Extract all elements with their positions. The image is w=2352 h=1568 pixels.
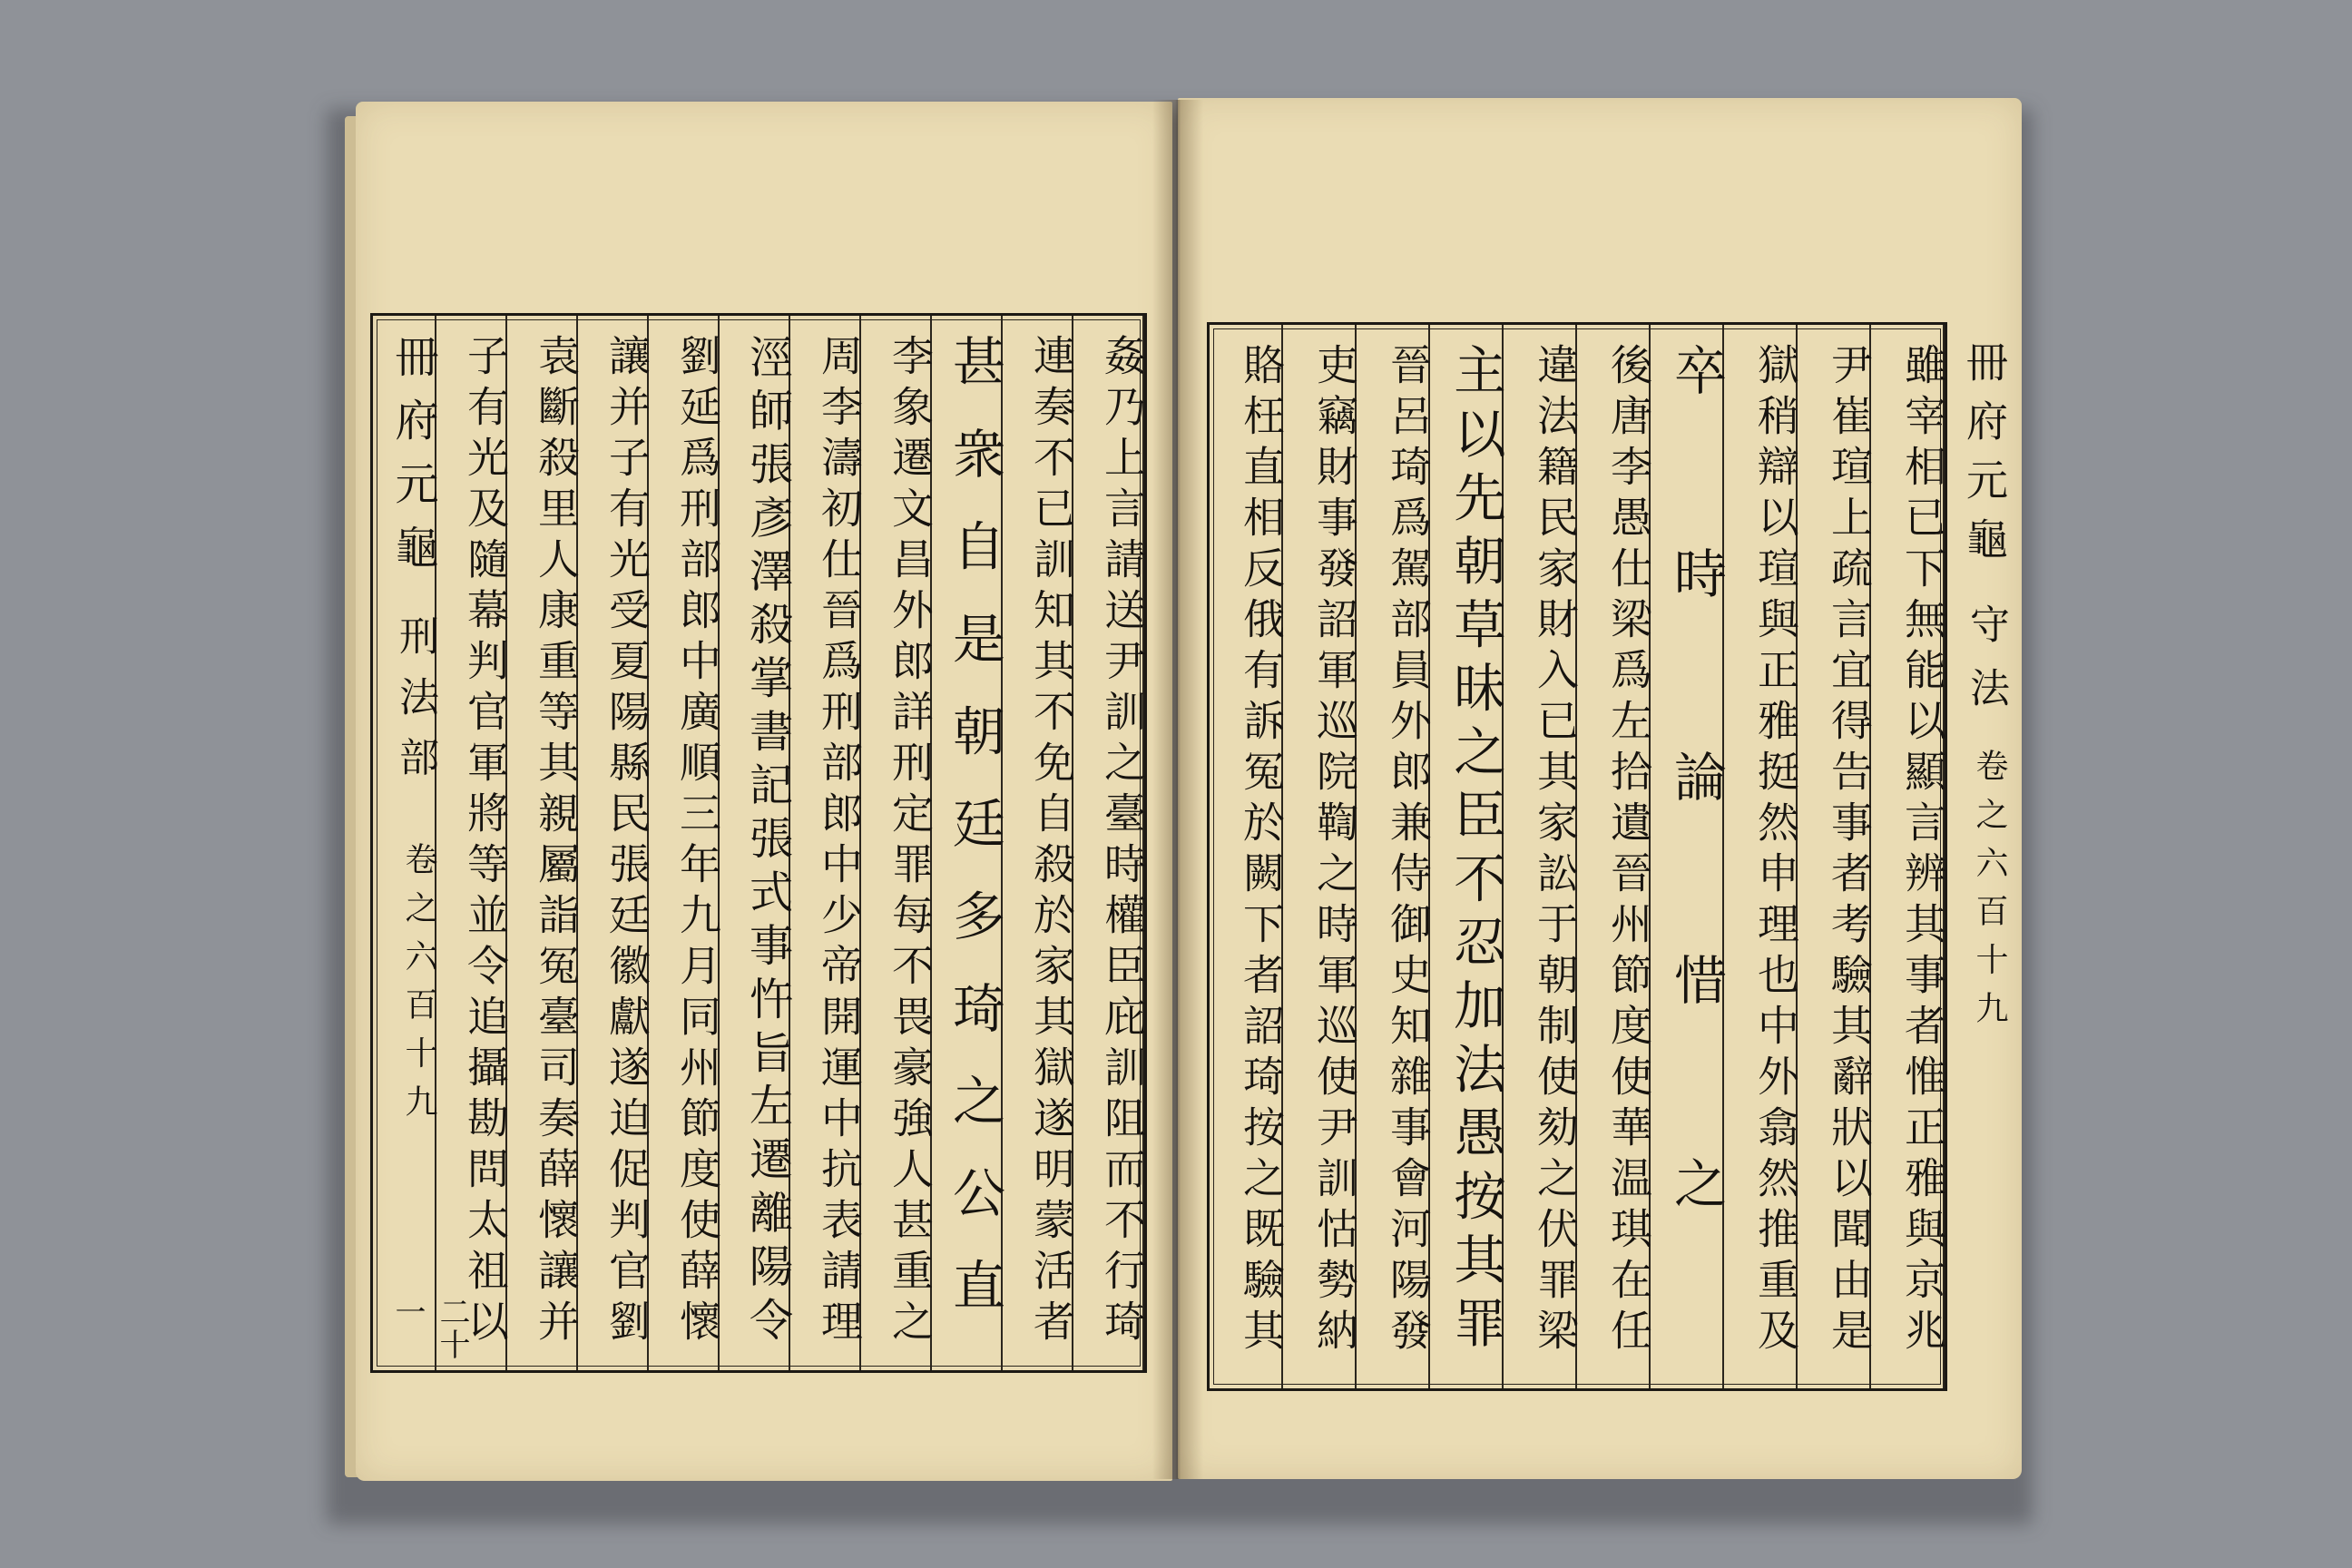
left-column-7: [649, 316, 720, 1370]
right-column-text: 尹崔瑄上疏言宜得告事者考驗其辭狀以聞由是: [1825, 343, 1874, 1359]
left-column-2: [1003, 316, 1076, 1370]
right-column-8: [1357, 325, 1433, 1388]
right-column-text: 賂枉直相反俄有訴冤於闕下者詔琦按之既驗其: [1237, 343, 1286, 1359]
right-column-text: 違法籍民家財入已其家訟于朝制使劾之伏罪梁: [1531, 343, 1580, 1359]
right-column-text: 後唐李愚仕梁爲左拾遺晉州節度使華温琪在任: [1604, 343, 1653, 1359]
right-column-7: [1430, 325, 1504, 1388]
left-column-text: 子有光及隨幕判官軍將等並令追攝勘問太祖以: [461, 334, 510, 1350]
left-book-title: 冊府元龜: [387, 334, 438, 588]
left-fascicle: 卷之六百十九: [400, 842, 437, 1132]
left-column-text: 涇師張彥澤殺掌書記張式事忤旨左遷離陽令: [741, 334, 792, 1350]
left-column-6: [720, 316, 790, 1370]
left-column-text: 甚衆自是朝廷多琦之公直: [944, 334, 1005, 1350]
left-column-8: [578, 316, 652, 1370]
right-margin-column: [1942, 322, 2009, 1386]
right-column-10: [1210, 325, 1286, 1388]
right-column-5: [1577, 325, 1651, 1388]
left-column-text: 姦乃上言請送尹訓之臺時權臣庇訓阻而不行琦: [1098, 334, 1147, 1350]
right-column-9: [1283, 325, 1357, 1388]
left-text-frame: [370, 313, 1147, 1373]
book-gutter: [1152, 100, 1203, 1479]
left-column-text: 袁斷殺里人康重等其親屬詣冤臺司奏薛懷讓并: [532, 334, 581, 1350]
left-column-text: 李象遷文昌外郎詳刑定罪每不畏豪強人甚重之: [886, 334, 935, 1350]
left-column-text: 讓并子有光受夏陽縣民張廷徽獻遂迫促判官劉: [603, 334, 652, 1350]
left-column-3: [932, 316, 1003, 1370]
right-column-text: 吏竊財事發詔軍巡院鞫之時軍巡使尹訓怙勢納: [1310, 343, 1359, 1359]
right-column-3: [1724, 325, 1798, 1388]
left-column-text: 周李濤初仕晉爲刑部郎中少帝開運中抗表請理: [815, 334, 864, 1350]
left-column-5: [790, 316, 864, 1370]
left-section-title: 刑法部: [392, 615, 438, 797]
right-column-2: [1798, 325, 1874, 1388]
right-column-4: [1651, 325, 1727, 1388]
right-column-text: 主以先朝草昧之臣不忍加法愚按其罪: [1446, 343, 1506, 1359]
right-column-1: [1871, 325, 1945, 1388]
right-column-text: 晉呂琦爲駕部員外郎兼侍御史知雜事會河陽發: [1384, 343, 1433, 1359]
left-column-text: 劉延爲刑部郎中廣順三年九月同州節度使薛懷: [673, 334, 722, 1350]
right-fascicle: 卷之六百十九: [1971, 749, 2008, 1039]
right-column-text: 雖宰相已下無能以顯言辨其事者惟正雅與京兆: [1898, 343, 1947, 1359]
left-margin-column: [373, 316, 470, 1370]
left-column-9: [507, 316, 581, 1370]
left-column-1: [1073, 316, 1147, 1370]
right-column-text: 卒時論惜之: [1665, 343, 1727, 1359]
left-column-10: [436, 316, 510, 1370]
right-book-title: 冊府元龜: [1960, 340, 2009, 576]
left-column-text: 連奏不已訓知其不免自殺於家其獄遂明蒙活者: [1027, 334, 1076, 1350]
left-folio: 二十一: [389, 1296, 470, 1361]
right-column-text: 獄稍辯以瑄與正雅挺然申理也中外翕然推重及: [1751, 343, 1800, 1359]
right-column-6: [1504, 325, 1580, 1388]
left-column-4: [861, 316, 935, 1370]
right-section-title: 守法: [1963, 603, 2009, 730]
right-text-frame: [1207, 322, 1947, 1391]
